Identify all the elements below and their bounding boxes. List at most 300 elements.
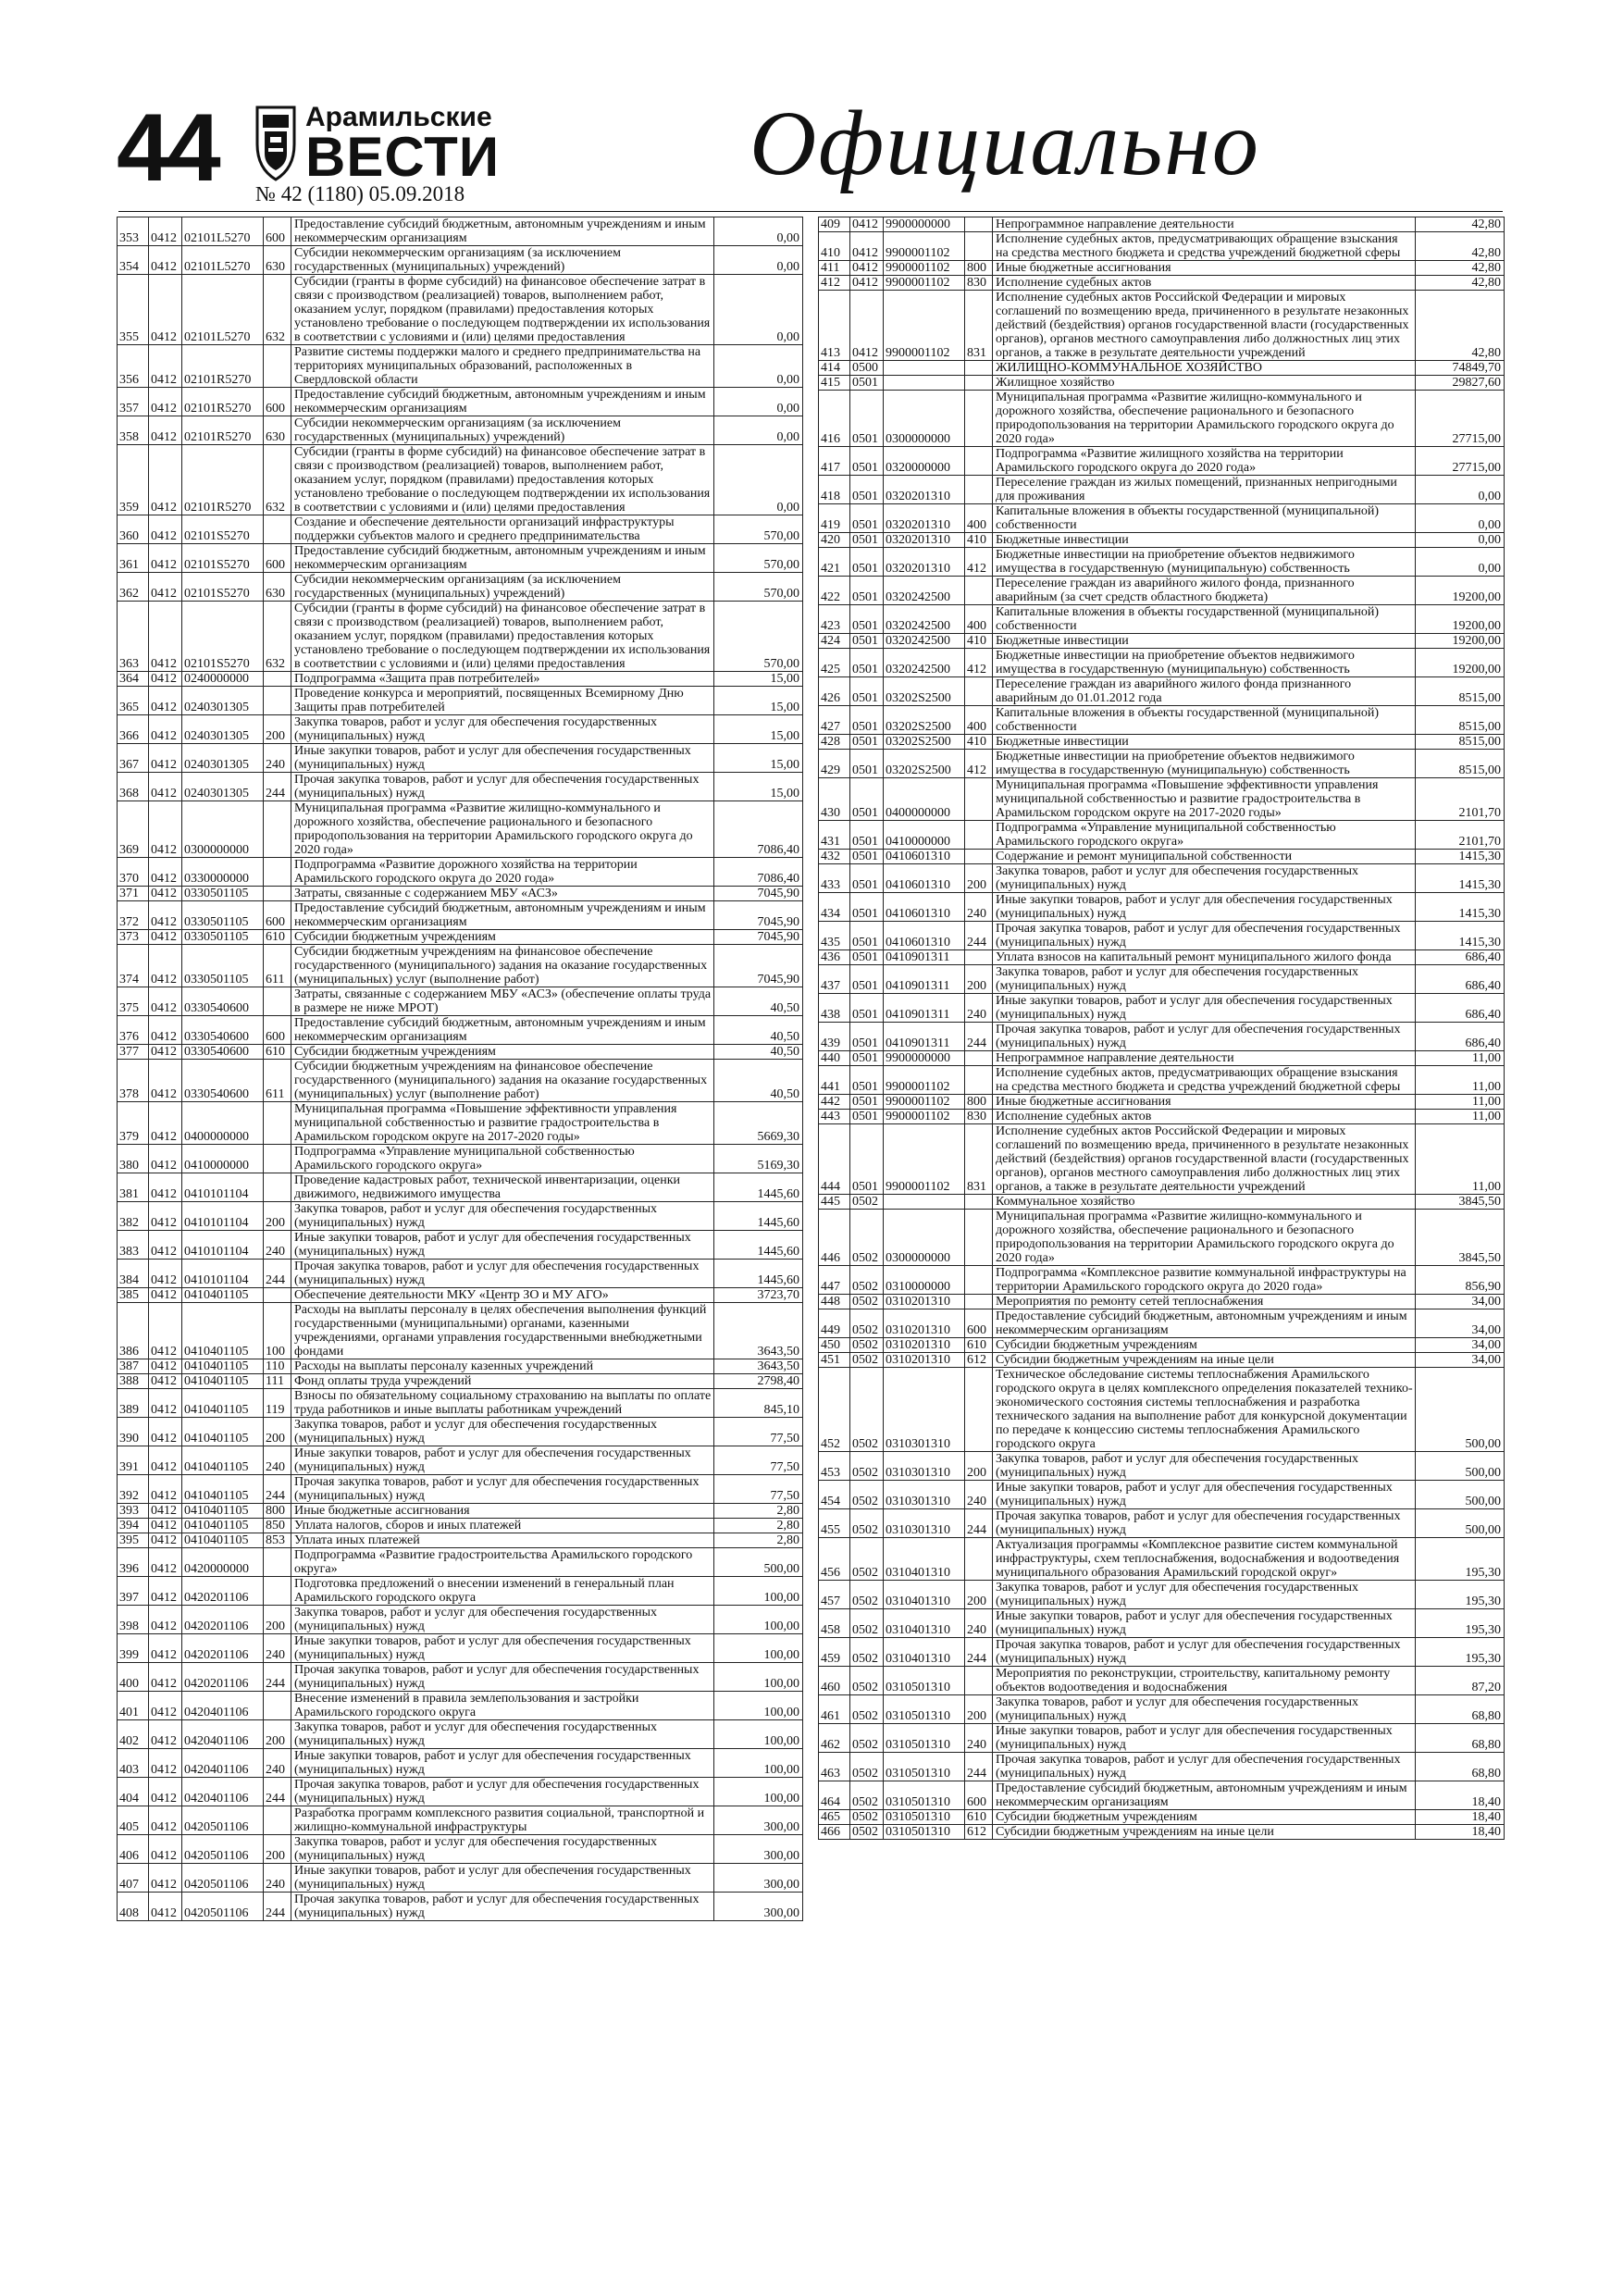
amount: 40,50 (714, 987, 803, 1016)
table-row (118, 246, 803, 275)
row-number: 456 (819, 1538, 850, 1581)
section-code: 0412 (149, 744, 182, 773)
item-name: Субсидии бюджетным учреждениям на иные цели (993, 1353, 1416, 1368)
item-name: Затраты, связанные с содержанием МБУ «АСЗ» (291, 887, 714, 901)
row-number: 391 (118, 1446, 149, 1475)
section-code: 0502 (850, 1210, 884, 1266)
target-code: 0310401310 (884, 1609, 965, 1638)
target-code: 0410101104 (182, 1173, 264, 1202)
item-name: Подпрограмма «Развитие жилищного хозяйства на территории Арамильского городского округа до 2020 года» (993, 447, 1416, 476)
section-code: 0501 (850, 821, 884, 850)
item-name: Иные закупки товаров, работ и услуг для обеспечения государственных (муниципальных) нужд (993, 994, 1416, 1023)
section-code: 0502 (850, 1825, 884, 1840)
amount: 195,30 (1416, 1638, 1505, 1667)
target-code (884, 1195, 965, 1210)
amount: 27715,00 (1416, 447, 1505, 476)
item-name: Субсидии (гранты в форме субсидий) на финансовое обеспечение затрат в связи с производством (реализацией) товаров, выполнением работ, оказанием услуг, порядком (правилами) предоставления которых установлено требование о последующем подтверждении их использования в соответствии с условиями и (или) целями предоставления (291, 602, 714, 672)
budget-table-left-body (118, 217, 803, 1921)
item-name: Бюджетные инвестиции на приобретение объектов недвижимого имущества в государственную (муниципальную) собственность (993, 548, 1416, 577)
row-number: 381 (118, 1173, 149, 1202)
item-name: Предоставление субсидий бюджетным, автономным учреждениям и иным некоммерческим организациям (291, 217, 714, 246)
item-name: Субсидии (гранты в форме субсидий) на финансовое обеспечение затрат в связи с производством (реализацией) товаров, выполнением работ, оказанием услуг, порядком (правилами) предоставления которых установлено требование о последующем подтверждении их использования в соответствии с условиями и (или) целями предоставления (291, 275, 714, 345)
section-code: 0412 (149, 1606, 182, 1634)
table-row (819, 217, 1505, 232)
table-row (118, 1173, 803, 1202)
target-code: 0410401105 (182, 1303, 264, 1359)
expense-code: 240 (264, 1749, 291, 1778)
amount: 11,00 (1416, 1110, 1505, 1124)
section-code: 0412 (149, 1893, 182, 1921)
target-code: 03202S2500 (884, 735, 965, 750)
section-code: 0412 (149, 1749, 182, 1778)
target-code: 0330501105 (182, 945, 264, 987)
expense-code: 240 (264, 1634, 291, 1663)
amount: 3723,70 (714, 1288, 803, 1303)
item-name: Внесение изменений в правила землепользования и застройки Арамильского городского округа (291, 1692, 714, 1720)
amount: 19200,00 (1416, 605, 1505, 634)
expense-code (965, 476, 993, 504)
row-number: 353 (118, 217, 149, 246)
amount: 300,00 (714, 1806, 803, 1835)
item-name: Переселение граждан из жилых помещений, признанных непригодными для проживания (993, 476, 1416, 504)
expense-code: 600 (965, 1781, 993, 1810)
expense-code: 200 (965, 1581, 993, 1609)
table-row (118, 1389, 803, 1418)
amount: 570,00 (714, 602, 803, 672)
row-number: 418 (819, 476, 850, 504)
amount: 77,50 (714, 1418, 803, 1446)
amount: 570,00 (714, 573, 803, 602)
section-code: 0502 (850, 1452, 884, 1481)
item-name: Прочая закупка товаров, работ и услуг для обеспечения государственных (муниципальных) нужд (291, 1260, 714, 1288)
target-code: 03202S2500 (884, 677, 965, 706)
row-number: 433 (819, 864, 850, 893)
table-row (118, 1060, 803, 1102)
amount: 100,00 (714, 1634, 803, 1663)
expense-code: 200 (264, 1606, 291, 1634)
row-number: 395 (118, 1533, 149, 1548)
amount: 11,00 (1416, 1051, 1505, 1066)
amount: 100,00 (714, 1720, 803, 1749)
target-code: 02101L5270 (182, 246, 264, 275)
expense-code (965, 677, 993, 706)
item-name: Муниципальная программа «Развитие жилищно-коммунального и дорожного хозяйства, обеспечение рационального и безопасного природопользования на территории Арамильского городского округа до 2020 года» (291, 801, 714, 858)
item-name: Мероприятия по реконструкции, строительству, капитальному ремонту объектов водоотведения и водоснабжения (993, 1667, 1416, 1695)
row-number: 438 (819, 994, 850, 1023)
section-code: 0501 (850, 1110, 884, 1124)
row-number: 402 (118, 1720, 149, 1749)
section-code: 0500 (850, 361, 884, 376)
section-code: 0412 (149, 1504, 182, 1519)
item-name: Уплата иных платежей (291, 1533, 714, 1548)
section-code: 0502 (850, 1538, 884, 1581)
table-row (819, 778, 1505, 821)
item-name: Техническое обследование системы теплоснабжения Арамильского городского округа в целях комплексного определения показателей технико-экономического состояния системы теплоснабжения и разработка технического задания на выполнение работ для конкурсной документации по передаче к концессию системы теплоснабжения Арамильского городского округа (993, 1368, 1416, 1452)
row-number: 425 (819, 649, 850, 677)
amount: 18,40 (1416, 1810, 1505, 1825)
table-row (819, 1481, 1505, 1509)
row-number: 449 (819, 1309, 850, 1338)
item-name: Проведение конкурса и мероприятий, посвященных Всемирному Дню Защиты прав потребителей (291, 687, 714, 715)
table-row (118, 687, 803, 715)
section-code: 0412 (149, 246, 182, 275)
section-code: 0412 (850, 291, 884, 361)
item-name: Субсидии бюджетным учреждениям (291, 930, 714, 945)
row-number: 387 (118, 1359, 149, 1374)
target-code: 0320000000 (884, 447, 965, 476)
table-row (819, 605, 1505, 634)
expense-code (965, 447, 993, 476)
target-code: 9900001102 (884, 276, 965, 291)
row-number: 437 (819, 965, 850, 994)
expense-code: 240 (264, 1231, 291, 1260)
amount: 0,00 (1416, 504, 1505, 533)
row-number: 410 (819, 232, 850, 261)
amount: 8515,00 (1416, 750, 1505, 778)
expense-code: 853 (264, 1533, 291, 1548)
item-name: Закупка товаров, работ и услуг для обеспечения государственных (муниципальных) нужд (291, 1202, 714, 1231)
target-code: 0310501310 (884, 1825, 965, 1840)
row-number: 457 (819, 1581, 850, 1609)
table-row (819, 276, 1505, 291)
item-name: Иные бюджетные ассигнования (993, 1095, 1416, 1110)
section-code: 0412 (149, 1145, 182, 1173)
expense-code: 410 (965, 533, 993, 548)
amount: 686,40 (1416, 950, 1505, 965)
expense-code: 630 (264, 416, 291, 445)
expense-code: 632 (264, 275, 291, 345)
table-row (118, 1864, 803, 1893)
item-name: Субсидии некоммерческим организациям (за исключением государственных (муниципальных) учреждений) (291, 416, 714, 445)
item-name: Прочая закупка товаров, работ и услуг для обеспечения государственных (муниципальных) нужд (993, 1638, 1416, 1667)
table-row (819, 677, 1505, 706)
table-row (819, 1023, 1505, 1051)
amount: 8515,00 (1416, 706, 1505, 735)
item-name: Исполнение судебных актов (993, 276, 1416, 291)
item-name: Иные бюджетные ассигнования (291, 1504, 714, 1519)
amount: 0,00 (1416, 533, 1505, 548)
table-row (819, 476, 1505, 504)
table-row (819, 1051, 1505, 1066)
section-code: 0412 (149, 1260, 182, 1288)
item-name: Проведение кадастровых работ, технической инвентаризации, оценки движимого, недвижимого имущества (291, 1173, 714, 1202)
expense-code: 831 (965, 291, 993, 361)
table-row (819, 1110, 1505, 1124)
amount: 34,00 (1416, 1353, 1505, 1368)
item-name: Субсидии некоммерческим организациям (за исключением государственных (муниципальных) учреждений) (291, 246, 714, 275)
item-name: Закупка товаров, работ и услуг для обеспечения государственных (муниципальных) нужд (291, 1418, 714, 1446)
expense-code (264, 672, 291, 687)
coat-of-arms-icon (257, 107, 294, 180)
row-number: 359 (118, 445, 149, 515)
expense-code: 240 (264, 1864, 291, 1893)
table-row (819, 821, 1505, 850)
section-title: Официально (750, 92, 1260, 194)
target-code: 0410401105 (182, 1389, 264, 1418)
table-row (118, 1548, 803, 1577)
table-row (819, 750, 1505, 778)
table-row (819, 291, 1505, 361)
amount: 42,80 (1416, 291, 1505, 361)
expense-code (264, 1692, 291, 1720)
amount: 27715,00 (1416, 391, 1505, 447)
table-row (118, 887, 803, 901)
item-name: Иные закупки товаров, работ и услуг для обеспечения государственных (муниципальных) нужд (993, 1724, 1416, 1753)
expense-code (965, 821, 993, 850)
table-row (819, 504, 1505, 533)
table-row (118, 945, 803, 987)
item-name: Субсидии бюджетным учреждениям (993, 1338, 1416, 1353)
table-row (118, 1692, 803, 1720)
item-name: Непрограммное направление деятельности (993, 1051, 1416, 1066)
table-row (118, 987, 803, 1016)
expense-code (264, 858, 291, 887)
target-code: 9900001102 (884, 261, 965, 276)
table-row (118, 544, 803, 573)
section-code: 0501 (850, 750, 884, 778)
table-row (819, 922, 1505, 950)
table-row (118, 1016, 803, 1045)
target-code: 0240000000 (182, 672, 264, 687)
section-code: 0502 (850, 1195, 884, 1210)
item-name: Прочая закупка товаров, работ и услуг для обеспечения государственных (муниципальных) нужд (291, 773, 714, 801)
item-name: Предоставление субсидий бюджетным, автономным учреждениям и иным некоммерческим организациям (291, 388, 714, 416)
item-name: Капитальные вложения в объекты государственной (муниципальной) собственности (993, 605, 1416, 634)
expense-code: 800 (264, 1504, 291, 1519)
table-row (819, 1667, 1505, 1695)
row-number: 362 (118, 573, 149, 602)
item-name: Подпрограмма «Развитие дорожного хозяйства на территории Арамильского городского округа до 2020 года» (291, 858, 714, 887)
section-code: 0501 (850, 504, 884, 533)
section-code: 0412 (149, 1288, 182, 1303)
row-number: 428 (819, 735, 850, 750)
target-code: 0300000000 (182, 801, 264, 858)
row-number: 390 (118, 1418, 149, 1446)
expense-code (965, 1538, 993, 1581)
section-code: 0412 (149, 1634, 182, 1663)
target-code: 0310201310 (884, 1338, 965, 1353)
left-column (117, 217, 802, 1921)
section-code: 0502 (850, 1338, 884, 1353)
target-code: 0410901311 (884, 965, 965, 994)
expense-code: 244 (264, 773, 291, 801)
target-code: 0310401310 (884, 1538, 965, 1581)
item-name: Закупка товаров, работ и услуг для обеспечения государственных (муниципальных) нужд (993, 965, 1416, 994)
section-code: 0412 (149, 1806, 182, 1835)
expense-code: 600 (264, 388, 291, 416)
amount: 0,00 (1416, 548, 1505, 577)
expense-code: 244 (264, 1778, 291, 1806)
section-code: 0502 (850, 1667, 884, 1695)
expense-code (965, 1195, 993, 1210)
expense-code: 610 (264, 930, 291, 945)
section-code: 0501 (850, 577, 884, 605)
expense-code: 612 (965, 1353, 993, 1368)
expense-code: 850 (264, 1519, 291, 1533)
table-row (819, 1266, 1505, 1295)
amount: 845,10 (714, 1389, 803, 1418)
amount: 500,00 (1416, 1509, 1505, 1538)
table-row (819, 706, 1505, 735)
expense-code (965, 1266, 993, 1295)
item-name: Закупка товаров, работ и услуг для обеспечения государственных (муниципальных) нужд (993, 864, 1416, 893)
section-code: 0412 (149, 672, 182, 687)
target-code: 03202S2500 (884, 706, 965, 735)
table-row (819, 1781, 1505, 1810)
expense-code: 800 (965, 1095, 993, 1110)
item-name: Прочая закупка товаров, работ и услуг для обеспечения государственных (муниципальных) нужд (291, 1475, 714, 1504)
amount: 15,00 (714, 744, 803, 773)
amount: 0,00 (714, 246, 803, 275)
item-name: Иные закупки товаров, работ и услуг для обеспечения государственных (муниципальных) нужд (291, 1446, 714, 1475)
section-code: 0501 (850, 778, 884, 821)
target-code: 0410101104 (182, 1231, 264, 1260)
row-number: 432 (819, 850, 850, 864)
row-number: 429 (819, 750, 850, 778)
amount: 0,00 (714, 416, 803, 445)
expense-code: 244 (965, 1509, 993, 1538)
row-number: 386 (118, 1303, 149, 1359)
amount: 100,00 (714, 1778, 803, 1806)
amount: 856,90 (1416, 1266, 1505, 1295)
table-row (819, 1538, 1505, 1581)
amount: 42,80 (1416, 217, 1505, 232)
row-number: 389 (118, 1389, 149, 1418)
row-number: 406 (118, 1835, 149, 1864)
table-row (118, 1102, 803, 1145)
target-code: 0320201310 (884, 548, 965, 577)
item-name: Мероприятия по ремонту сетей теплоснабжения (993, 1295, 1416, 1309)
item-name: Закупка товаров, работ и услуг для обеспечения государственных (муниципальных) нужд (291, 1606, 714, 1634)
section-code: 0412 (149, 1389, 182, 1418)
table-row (118, 345, 803, 388)
row-number: 426 (819, 677, 850, 706)
section-code: 0412 (149, 858, 182, 887)
row-number: 434 (819, 893, 850, 922)
target-code: 0410601310 (884, 864, 965, 893)
item-name: Капитальные вложения в объекты государственной (муниципальной) собственности (993, 504, 1416, 533)
amount: 0,00 (714, 217, 803, 246)
target-code (884, 376, 965, 391)
target-code: 0410401105 (182, 1288, 264, 1303)
table-row (819, 361, 1505, 376)
amount: 300,00 (714, 1893, 803, 1921)
target-code: 0420201106 (182, 1577, 264, 1606)
target-code: 9900001102 (884, 1124, 965, 1195)
section-code: 0502 (850, 1481, 884, 1509)
expense-code: 244 (965, 1023, 993, 1051)
table-row (118, 388, 803, 416)
expense-code: 831 (965, 1124, 993, 1195)
expense-code: 400 (965, 605, 993, 634)
item-name: Исполнение судебных актов Российской Федерации и мировых соглашений по возмещению вреда, причиненного в результате незаконных действий (бездействия) органов государственной власти (государственных органов), органов местного самоуправления либо должностных лиц этих органов, а также в результате деятельности учреждений (993, 291, 1416, 361)
expense-code (965, 1368, 993, 1452)
row-number: 444 (819, 1124, 850, 1195)
section-code: 0501 (850, 950, 884, 965)
item-name: Прочая закупка товаров, работ и услуг для обеспечения государственных (муниципальных) нужд (993, 1023, 1416, 1051)
section-code: 0412 (149, 987, 182, 1016)
item-name: Субсидии бюджетным учреждениям на финансовое обеспечение государственного (муниципального) задания на оказание государственных (муниципальных) услуг (выполнение работ) (291, 1060, 714, 1102)
amount: 11,00 (1416, 1066, 1505, 1095)
expense-code (264, 801, 291, 858)
item-name: Переселение граждан из аварийного жилого фонда, признанного аварийным (за счет средств областного бюджета) (993, 577, 1416, 605)
section-code: 0412 (850, 276, 884, 291)
target-code: 02101R5270 (182, 345, 264, 388)
target-code: 0410601310 (884, 922, 965, 950)
amount: 18,40 (1416, 1825, 1505, 1840)
item-name: Подпрограмма «Управление муниципальной собственностью Арамильского городского округа» (291, 1145, 714, 1173)
item-name: Иные бюджетные ассигнования (993, 261, 1416, 276)
item-name: Расходы на выплаты персоналу казенных учреждений (291, 1359, 714, 1374)
row-number: 376 (118, 1016, 149, 1045)
row-number: 414 (819, 361, 850, 376)
expense-code: 244 (965, 1753, 993, 1781)
page-number: 44 (117, 94, 218, 202)
section-code: 0501 (850, 376, 884, 391)
row-number: 392 (118, 1475, 149, 1504)
amount: 87,20 (1416, 1667, 1505, 1695)
target-code: 0410601310 (884, 893, 965, 922)
row-number: 388 (118, 1374, 149, 1389)
section-code: 0502 (850, 1609, 884, 1638)
table-row (118, 1778, 803, 1806)
amount: 77,50 (714, 1446, 803, 1475)
row-number: 373 (118, 930, 149, 945)
row-number: 431 (819, 821, 850, 850)
row-number: 453 (819, 1452, 850, 1481)
amount: 0,00 (714, 345, 803, 388)
table-row (118, 445, 803, 515)
table-row (819, 735, 1505, 750)
expense-code: 610 (264, 1045, 291, 1060)
table-row (819, 1609, 1505, 1638)
target-code: 0310000000 (884, 1266, 965, 1295)
target-code: 0310301310 (884, 1368, 965, 1452)
section-code: 0412 (149, 1692, 182, 1720)
amount: 19200,00 (1416, 634, 1505, 649)
amount: 15,00 (714, 715, 803, 744)
item-name: Иные закупки товаров, работ и услуг для обеспечения государственных (муниципальных) нужд (291, 1749, 714, 1778)
row-number: 416 (819, 391, 850, 447)
item-name: Разработка программ комплексного развития социальной, транспортной и жилищно-коммунальной инфраструктуры (291, 1806, 714, 1835)
row-number: 380 (118, 1145, 149, 1173)
expense-code: 610 (965, 1338, 993, 1353)
row-number: 422 (819, 577, 850, 605)
item-name: Субсидии (гранты в форме субсидий) на финансовое обеспечение затрат в связи с производством (реализацией) товаров, выполнением работ, оказанием услуг, порядком (правилами) предоставления которых установлено требование о последующем подтверждении их использования в соответствии с условиями и (или) целями предоставления (291, 445, 714, 515)
expense-code: 111 (264, 1374, 291, 1389)
table-row (118, 1303, 803, 1359)
expense-code: 200 (965, 1695, 993, 1724)
item-name: Закупка товаров, работ и услуг для обеспечения государственных (муниципальных) нужд (291, 1835, 714, 1864)
table-row (118, 773, 803, 801)
expense-code: 200 (264, 1418, 291, 1446)
target-code: 02101S5270 (182, 602, 264, 672)
item-name: Предоставление субсидий бюджетным, автономным учреждениям и иным некоммерческим организациям (291, 901, 714, 930)
target-code: 0310401310 (884, 1638, 965, 1667)
amount: 3845,50 (1416, 1195, 1505, 1210)
row-number: 377 (118, 1045, 149, 1060)
table-row (118, 1418, 803, 1446)
section-code: 0412 (149, 544, 182, 573)
table-row (819, 1825, 1505, 1840)
section-code: 0501 (850, 850, 884, 864)
row-number: 441 (819, 1066, 850, 1095)
item-name: Предоставление субсидий бюджетным, автономным учреждениям и иным некоммерческим организациям (291, 1016, 714, 1045)
row-number: 424 (819, 634, 850, 649)
target-code: 0300000000 (884, 1210, 965, 1266)
item-name: Исполнение судебных актов Российской Федерации и мировых соглашений по возмещению вреда, причиненного в результате незаконных действий (бездействия) органов государственной власти (государственных органов), органов местного самоуправления либо должностных лиц этих органов, а также в результате деятельности учреждений (993, 1124, 1416, 1195)
target-code: 0410901311 (884, 994, 965, 1023)
